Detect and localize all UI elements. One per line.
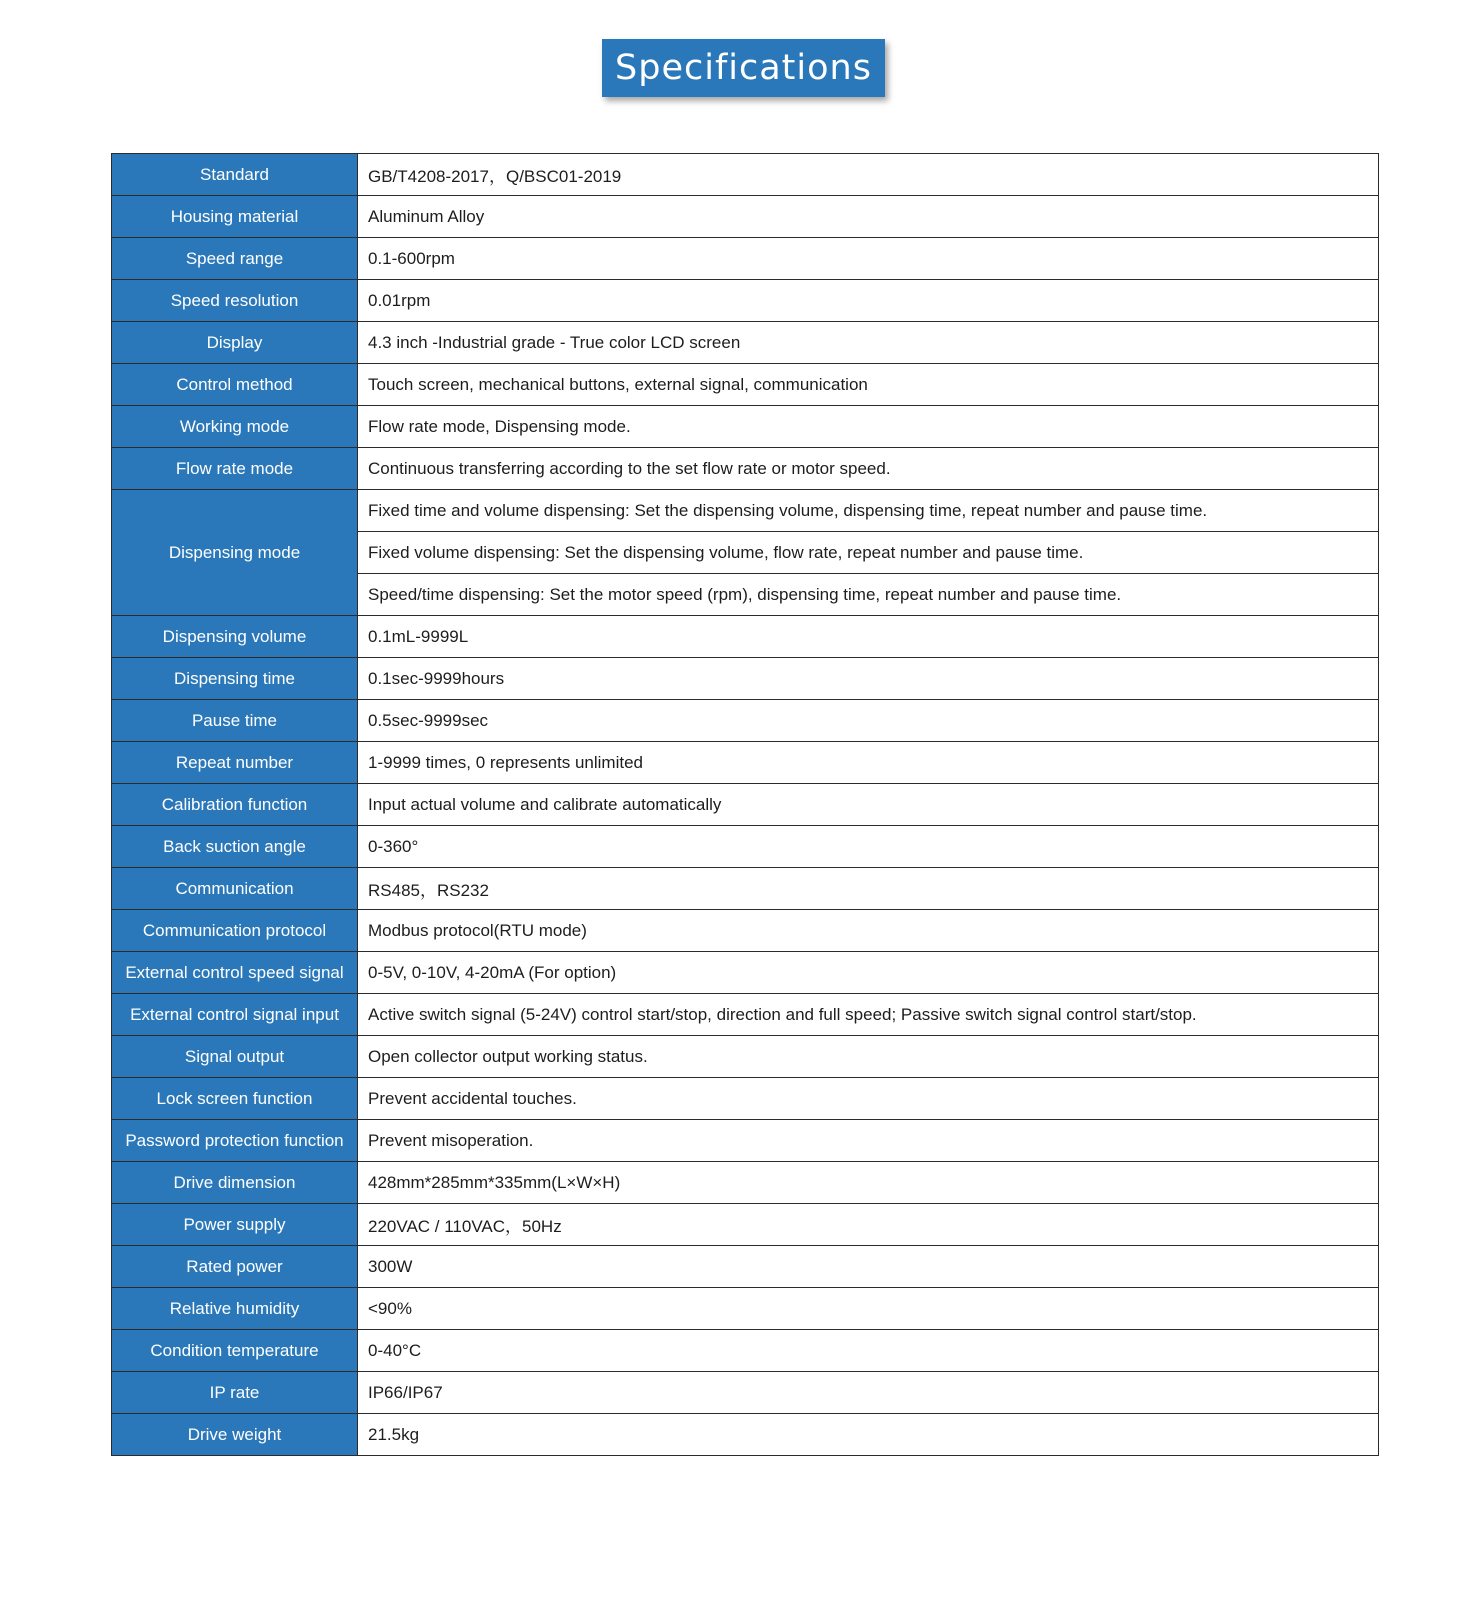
spec-value: <90%	[358, 1288, 1379, 1330]
spec-value: 300W	[358, 1246, 1379, 1288]
spec-value: 21.5kg	[358, 1414, 1379, 1456]
spec-value: 0-360°	[358, 826, 1379, 868]
spec-value: Continuous transferring according to the set flow rate or motor speed.	[358, 448, 1379, 490]
spec-row	[112, 1120, 1379, 1162]
spec-row	[112, 196, 1379, 238]
spec-row	[112, 490, 1379, 532]
spec-row	[112, 1078, 1379, 1120]
spec-label: Flow rate mode	[112, 448, 358, 490]
spec-label: Communication	[112, 868, 358, 910]
spec-label: Display	[112, 322, 358, 364]
spec-row	[112, 910, 1379, 952]
specifications-table-body	[112, 154, 1379, 1456]
spec-row	[112, 784, 1379, 826]
spec-row	[112, 280, 1379, 322]
spec-label: Password protection function	[112, 1120, 358, 1162]
spec-label: Communication protocol	[112, 910, 358, 952]
spec-row	[112, 406, 1379, 448]
spec-value: 220VAC / 110VAC，50Hz	[358, 1204, 1379, 1246]
spec-row	[112, 1414, 1379, 1456]
spec-value: 428mm*285mm*335mm(L×W×H)	[358, 1162, 1379, 1204]
spec-label: Working mode	[112, 406, 358, 448]
spec-value: 0-40°C	[358, 1330, 1379, 1372]
spec-label: Pause time	[112, 700, 358, 742]
spec-row	[112, 154, 1379, 196]
spec-row	[112, 1372, 1379, 1414]
spec-row	[112, 868, 1379, 910]
spec-value: RS485，RS232	[358, 868, 1379, 910]
spec-row	[112, 952, 1379, 994]
spec-row	[112, 1162, 1379, 1204]
spec-value: 1-9999 times, 0 represents unlimited	[358, 742, 1379, 784]
spec-value: Speed/time dispensing: Set the motor speed (rpm), dispensing time, repeat number and pause time.	[358, 574, 1379, 616]
spec-label: Drive weight	[112, 1414, 358, 1456]
spec-row	[112, 1288, 1379, 1330]
spec-value: Prevent misoperation.	[358, 1120, 1379, 1162]
spec-label: Signal output	[112, 1036, 358, 1078]
spec-value: Touch screen, mechanical buttons, external signal, communication	[358, 364, 1379, 406]
spec-value: Prevent accidental touches.	[358, 1078, 1379, 1120]
spec-value: Aluminum Alloy	[358, 196, 1379, 238]
spec-label: Repeat number	[112, 742, 358, 784]
spec-value: 4.3 inch -Industrial grade - True color LCD screen	[358, 322, 1379, 364]
spec-value: Flow rate mode, Dispensing mode.	[358, 406, 1379, 448]
spec-value: 0.1-600rpm	[358, 238, 1379, 280]
spec-row	[112, 616, 1379, 658]
spec-value: Fixed volume dispensing: Set the dispensing volume, flow rate, repeat number and pause time.	[358, 532, 1379, 574]
spec-value: 0.1mL-9999L	[358, 616, 1379, 658]
spec-value: Active switch signal (5-24V) control start/stop, direction and full speed; Passive switch signal control start/stop.	[358, 994, 1379, 1036]
spec-label: Back suction angle	[112, 826, 358, 868]
spec-value: Input actual volume and calibrate automatically	[358, 784, 1379, 826]
spec-label: Control method	[112, 364, 358, 406]
spec-value: Fixed time and volume dispensing: Set the dispensing volume, dispensing time, repeat number and pause time.	[358, 490, 1379, 532]
spec-row	[112, 364, 1379, 406]
spec-row	[112, 658, 1379, 700]
spec-row	[112, 994, 1379, 1036]
spec-row	[112, 1204, 1379, 1246]
page-title: Specifications	[602, 39, 885, 97]
spec-value: Modbus protocol(RTU mode)	[358, 910, 1379, 952]
spec-value: Open collector output working status.	[358, 1036, 1379, 1078]
spec-value: GB/T4208-2017，Q/BSC01-2019	[358, 154, 1379, 196]
spec-label: Dispensing mode	[112, 490, 358, 616]
spec-value: 0.1sec-9999hours	[358, 658, 1379, 700]
spec-row	[112, 742, 1379, 784]
spec-row	[112, 700, 1379, 742]
spec-label: Calibration function	[112, 784, 358, 826]
spec-label: Condition temperature	[112, 1330, 358, 1372]
spec-value: 0.01rpm	[358, 280, 1379, 322]
spec-label: Speed resolution	[112, 280, 358, 322]
spec-label: Standard	[112, 154, 358, 196]
spec-label: Power supply	[112, 1204, 358, 1246]
spec-label: Rated power	[112, 1246, 358, 1288]
spec-row	[112, 448, 1379, 490]
spec-value: 0-5V, 0-10V, 4-20mA (For option)	[358, 952, 1379, 994]
spec-label: External control speed signal	[112, 952, 358, 994]
spec-label: Lock screen function	[112, 1078, 358, 1120]
spec-label: IP rate	[112, 1372, 358, 1414]
spec-row	[112, 1330, 1379, 1372]
spec-row	[112, 1246, 1379, 1288]
spec-row	[112, 238, 1379, 280]
spec-label: Dispensing volume	[112, 616, 358, 658]
spec-label: Speed range	[112, 238, 358, 280]
spec-row	[112, 322, 1379, 364]
spec-row	[112, 826, 1379, 868]
spec-label: Dispensing time	[112, 658, 358, 700]
spec-label: Relative humidity	[112, 1288, 358, 1330]
spec-row	[112, 1036, 1379, 1078]
spec-value: IP66/IP67	[358, 1372, 1379, 1414]
spec-label: Drive dimension	[112, 1162, 358, 1204]
spec-label: Housing material	[112, 196, 358, 238]
specifications-table	[111, 153, 1379, 1456]
spec-label: External control signal input	[112, 994, 358, 1036]
spec-value: 0.5sec-9999sec	[358, 700, 1379, 742]
